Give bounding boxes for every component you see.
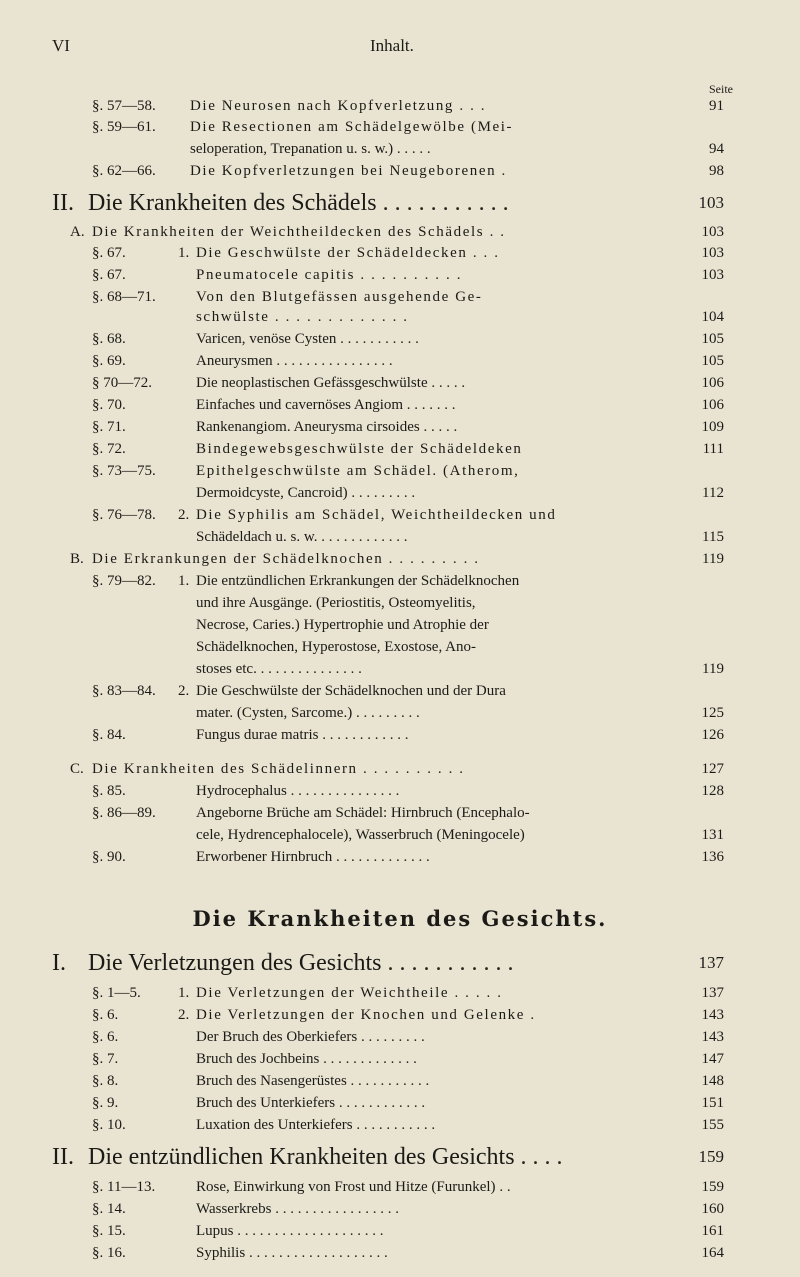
page-number: 106 bbox=[701, 375, 724, 391]
toc-entry bbox=[0, 139, 724, 159]
toc-entry bbox=[0, 825, 724, 845]
section-number: §. 9. bbox=[92, 1095, 119, 1111]
entry-text: Die Syphilis am Schädel, Weichtheildecken und bbox=[196, 507, 557, 523]
seite-label: Seite bbox=[709, 82, 733, 96]
toc-entry bbox=[0, 483, 724, 503]
dot-leader: . . . . . . . . . . . . . . . bbox=[286, 783, 400, 799]
dot-leader: . . . . . . . . . . . . bbox=[318, 727, 409, 743]
section-number: §. 67. bbox=[92, 267, 126, 283]
entry-title bbox=[196, 1199, 399, 1219]
dot-leader: . . . . . . . . . bbox=[357, 1029, 425, 1045]
page-number: 103 bbox=[701, 267, 724, 283]
page-number: 94 bbox=[709, 141, 724, 157]
page-number: 103 bbox=[701, 224, 724, 240]
page-number: 128 bbox=[701, 783, 724, 799]
entry-title bbox=[196, 803, 530, 823]
entry-text: Bindegewebsgeschwülste der Schädeldeken bbox=[196, 441, 523, 457]
toc-entry bbox=[0, 637, 724, 657]
entry-text: Epithelgeschwülste am Schädel. (Atherom, bbox=[196, 463, 520, 479]
entry-title bbox=[190, 96, 486, 116]
entry-number: 2. bbox=[178, 507, 190, 523]
dot-leader: . . . . . . . . . . . . . . . . . . . bbox=[245, 1245, 388, 1261]
toc-entry bbox=[0, 117, 724, 137]
entry-text: schwülste bbox=[196, 309, 270, 325]
part-title: Die Krankheiten des Gesichts. bbox=[192, 906, 608, 931]
entry-text: Lupus bbox=[196, 1223, 234, 1239]
section-number: §. 8. bbox=[92, 1073, 119, 1089]
entry-number: 1. bbox=[178, 985, 190, 1001]
section-number: §. 68—71. bbox=[92, 289, 156, 305]
page-number: 119 bbox=[702, 551, 724, 567]
page-number-roman: VI bbox=[52, 36, 70, 55]
toc-entry bbox=[0, 265, 724, 285]
entry-text: Erworbener Hirnbruch bbox=[196, 849, 333, 865]
entry-text: stoses etc. bbox=[196, 661, 257, 677]
page-number: 143 bbox=[701, 1029, 724, 1045]
heading-number: II. bbox=[52, 190, 74, 216]
toc-heading bbox=[0, 1142, 724, 1172]
toc-heading bbox=[0, 759, 724, 779]
toc-entry bbox=[0, 781, 724, 801]
toc-entry bbox=[0, 1071, 724, 1091]
toc-entry bbox=[0, 1093, 724, 1113]
toc-entry bbox=[0, 983, 724, 1003]
entry-title bbox=[196, 351, 393, 371]
dot-leader: . . . . . . . . . . . . . . . . bbox=[272, 353, 393, 369]
entry-text: Varicen, venöse Cysten bbox=[196, 331, 337, 347]
toc-entry bbox=[0, 96, 724, 116]
entry-text: Aneurysmen bbox=[196, 353, 273, 369]
entry-title bbox=[196, 461, 520, 481]
entry-title bbox=[196, 1221, 384, 1241]
toc-entry bbox=[0, 703, 724, 723]
page-number: 98 bbox=[709, 163, 724, 179]
dot-leader: . bbox=[496, 163, 507, 179]
toc-entry bbox=[0, 615, 724, 635]
entry-text: und ihre Ausgänge. (Periostitis, Osteomyelitis, bbox=[196, 595, 476, 611]
entry-text: Die entzündlichen Erkrankungen der Schädelknochen bbox=[196, 573, 520, 589]
entry-title bbox=[196, 615, 489, 635]
entry-title bbox=[196, 681, 506, 701]
toc-entry bbox=[0, 593, 724, 613]
entry-number: 2. bbox=[178, 683, 190, 699]
entry-text: Die Neurosen nach Kopfverletzung bbox=[190, 98, 455, 114]
entry-title bbox=[196, 1177, 511, 1197]
toc-entry bbox=[0, 351, 724, 371]
entry-text: Bruch des Unterkiefers bbox=[196, 1095, 336, 1111]
toc-entry bbox=[0, 659, 724, 679]
page-number: 103 bbox=[698, 193, 724, 212]
toc-entry bbox=[0, 847, 724, 867]
entry-text: Schädeldach u. s. w. bbox=[196, 529, 318, 545]
page-number: 164 bbox=[701, 1245, 724, 1261]
entry-text: Syphilis bbox=[196, 1245, 246, 1261]
heading-number: II. bbox=[52, 1144, 74, 1170]
section-number: §. 85. bbox=[92, 783, 126, 799]
entry-text: Die Verletzungen der Weichtheile bbox=[196, 985, 450, 1001]
entry-text: Die Geschwülste der Schädelknochen und der Dura bbox=[196, 683, 506, 699]
page-number: 91 bbox=[709, 98, 724, 114]
dot-leader: . . . . . . . . . . . . . bbox=[319, 1051, 417, 1067]
toc-entry bbox=[0, 307, 724, 327]
running-title: Inhalt. bbox=[370, 36, 414, 55]
entry-title bbox=[196, 243, 500, 263]
entry-text: Dermoidcyste, Cancroid) bbox=[196, 485, 348, 501]
entry-text: Die Resectionen am Schädelgewölbe (Mei- bbox=[190, 119, 514, 135]
page-number: 151 bbox=[701, 1095, 724, 1111]
page-number: 104 bbox=[701, 309, 724, 325]
entry-title bbox=[196, 1049, 417, 1069]
toc-heading bbox=[0, 549, 724, 569]
heading-number: I. bbox=[52, 950, 66, 976]
section-number: §. 79—82. bbox=[92, 573, 156, 589]
entry-text: Bruch des Jochbeins bbox=[196, 1051, 320, 1067]
entry-title bbox=[190, 117, 513, 137]
entry-title bbox=[196, 725, 408, 745]
page-number: 159 bbox=[698, 1147, 724, 1166]
page-number: 160 bbox=[701, 1201, 724, 1217]
entry-title bbox=[196, 1005, 536, 1025]
heading-title bbox=[88, 948, 513, 978]
heading-title bbox=[92, 549, 480, 569]
section-number: §. 73—75. bbox=[92, 463, 156, 479]
toc-entry bbox=[0, 1199, 724, 1219]
dot-leader: . . . bbox=[454, 98, 487, 114]
toc-entry bbox=[0, 329, 724, 349]
entry-title bbox=[196, 265, 462, 285]
section-number: §. 90. bbox=[92, 849, 126, 865]
entry-text: Die neoplastischen Gefässgeschwülste bbox=[196, 375, 428, 391]
section-number: §. 68. bbox=[92, 331, 126, 347]
dot-leader: . . . . . bbox=[427, 375, 466, 391]
page-number: 131 bbox=[701, 827, 724, 843]
section-number: §. 59—61. bbox=[92, 119, 156, 135]
entry-title bbox=[196, 395, 456, 415]
entry-title bbox=[196, 505, 556, 525]
toc-heading bbox=[0, 948, 724, 978]
section-number: §. 83—84. bbox=[92, 683, 156, 699]
section-number: §. 57—58. bbox=[92, 98, 156, 114]
heading-title bbox=[88, 188, 509, 218]
dot-leader: . . . . . . . . . . . bbox=[336, 331, 419, 347]
toc-entry bbox=[0, 439, 724, 459]
entry-title bbox=[196, 1115, 435, 1135]
entry-text: Hydrocephalus bbox=[196, 783, 287, 799]
dot-leader: . . . . . . . . . bbox=[347, 485, 416, 501]
page-number: 106 bbox=[701, 397, 724, 413]
entry-title bbox=[190, 139, 431, 159]
entry-text: Die Geschwülste der Schädeldecken bbox=[196, 245, 468, 261]
toc-entry bbox=[0, 505, 724, 525]
page-number: 148 bbox=[701, 1073, 724, 1089]
entry-text: Bruch des Nasengerüstes bbox=[196, 1073, 347, 1089]
section-number: §. 11—13. bbox=[92, 1179, 156, 1195]
page-number: 161 bbox=[701, 1223, 724, 1239]
toc-entry bbox=[0, 527, 724, 547]
toc-entry bbox=[0, 1049, 724, 1069]
page-number: 143 bbox=[701, 1007, 724, 1023]
heading-title bbox=[92, 222, 506, 242]
heading-text: Die Verletzungen des Gesichts bbox=[88, 950, 382, 976]
entry-title bbox=[196, 307, 409, 327]
entry-title bbox=[196, 329, 419, 349]
dot-leader: . . . . . . . . . . . . bbox=[335, 1095, 426, 1111]
entry-text: Die Verletzungen der Knochen und Gelenke bbox=[196, 1007, 526, 1023]
toc-entry bbox=[0, 1027, 724, 1047]
toc-entry bbox=[0, 161, 724, 181]
toc-entry bbox=[0, 461, 724, 481]
dot-leader: . . . . . bbox=[419, 419, 458, 435]
dot-leader: . . . . . . . . . . . . . bbox=[332, 849, 430, 865]
dot-leader: . . . . . . . . . . . bbox=[346, 1073, 430, 1089]
entry-number: 1. bbox=[178, 245, 190, 261]
dot-leader: . . . . bbox=[514, 1144, 563, 1170]
heading-number: B. bbox=[70, 551, 84, 567]
dot-leader: . . . . . . . . . . . . bbox=[317, 529, 408, 545]
heading-text: Die Erkrankungen der Schädelknochen bbox=[92, 551, 384, 567]
page-number: 112 bbox=[702, 485, 724, 501]
section-number: §. 6. bbox=[92, 1029, 119, 1045]
section-number: §. 71. bbox=[92, 419, 126, 435]
dot-leader: . . . . . . . . . bbox=[352, 705, 420, 721]
entry-text: Fungus durae matris bbox=[196, 727, 319, 743]
dot-leader: . . . . . bbox=[449, 985, 503, 1001]
entry-text: Der Bruch des Oberkiefers bbox=[196, 1029, 358, 1045]
entry-text: mater. (Cysten, Sarcome.) bbox=[196, 705, 353, 721]
entry-title bbox=[196, 1027, 425, 1047]
page-number: 119 bbox=[702, 661, 724, 677]
toc-entry bbox=[0, 373, 724, 393]
toc-entry bbox=[0, 803, 724, 823]
heading-text: Die Krankheiten des Schädelinnern bbox=[92, 761, 358, 777]
entry-text: Wasserkrebs bbox=[196, 1201, 272, 1217]
entry-text: Rankenangiom. Aneurysma cirsoides bbox=[196, 419, 420, 435]
section-number: §. 67. bbox=[92, 245, 126, 261]
page-number: 103 bbox=[701, 245, 724, 261]
dot-leader: . . . bbox=[467, 245, 500, 261]
toc-entry bbox=[0, 395, 724, 415]
toc-entry bbox=[0, 1243, 724, 1263]
section-number: §. 16. bbox=[92, 1245, 126, 1261]
section-number: §. 86—89. bbox=[92, 805, 156, 821]
heading-text: Die Krankheiten der Weichtheildecken des Schädels bbox=[92, 224, 485, 240]
section-number: §. 62—66. bbox=[92, 163, 156, 179]
dot-leader: . . . . . . . . . . . bbox=[381, 950, 514, 976]
dot-leader: . . . . . bbox=[393, 141, 431, 157]
heading-text: Die entzündlichen Krankheiten des Gesichts bbox=[88, 1144, 515, 1170]
heading-number: C. bbox=[70, 761, 84, 777]
entry-text: Necrose, Caries.) Hypertrophie und Atrophie der bbox=[196, 617, 489, 633]
page-number: 105 bbox=[701, 331, 724, 347]
page-number: 109 bbox=[701, 419, 724, 435]
entry-text: Einfaches und cavernöses Angiom bbox=[196, 397, 404, 413]
section-number: § 70—72. bbox=[92, 375, 152, 391]
toc-entry bbox=[0, 725, 724, 745]
entry-text: Von den Blutgefässen ausgehende Ge- bbox=[196, 289, 483, 305]
heading-text: Die Krankheiten des Schädels bbox=[88, 190, 377, 216]
toc-heading bbox=[0, 222, 724, 242]
dot-leader: . . . . . . . . . . bbox=[355, 267, 463, 283]
section-number: §. 84. bbox=[92, 727, 126, 743]
page-number: 136 bbox=[701, 849, 724, 865]
page-number: 127 bbox=[701, 761, 724, 777]
entry-title bbox=[196, 781, 399, 801]
entry-title bbox=[196, 983, 503, 1003]
entry-title bbox=[196, 483, 415, 503]
heading-title bbox=[92, 759, 465, 779]
toc-heading bbox=[0, 188, 724, 218]
dot-leader: . . bbox=[484, 224, 506, 240]
heading-title bbox=[88, 1142, 563, 1172]
section-number: §. 15. bbox=[92, 1223, 126, 1239]
entry-title bbox=[196, 1071, 429, 1091]
dot-leader: . . . . . . . . . . . bbox=[352, 1117, 436, 1133]
section-number: §. 1—5. bbox=[92, 985, 141, 1001]
dot-leader: . . . . . . . . . . bbox=[357, 761, 465, 777]
entry-title bbox=[196, 527, 408, 547]
entry-text: Angeborne Brüche am Schädel: Hirnbruch (Encephalo- bbox=[196, 805, 530, 821]
entry-number: 1. bbox=[178, 573, 190, 589]
entry-text: Pneumatocele capitis bbox=[196, 267, 356, 283]
toc-entry bbox=[0, 1005, 724, 1025]
entry-title bbox=[196, 287, 483, 307]
entry-text: Luxation des Unterkiefers bbox=[196, 1117, 353, 1133]
entry-title bbox=[196, 571, 519, 591]
entry-title bbox=[196, 373, 465, 393]
page-number: 111 bbox=[702, 441, 724, 457]
dot-leader: . . . . . . . . . . . . . bbox=[269, 309, 409, 325]
toc-entry bbox=[0, 571, 724, 591]
dot-leader: . . . . . . . . . . . . . . . . . bbox=[271, 1201, 399, 1217]
section-number: §. 7. bbox=[92, 1051, 119, 1067]
entry-title bbox=[196, 417, 457, 437]
entry-title bbox=[196, 593, 476, 613]
section-number: §. 70. bbox=[92, 397, 126, 413]
toc-entry bbox=[0, 287, 724, 307]
entry-text: Schädelknochen, Hyperostose, Exostose, Ano- bbox=[196, 639, 476, 655]
toc-entry bbox=[0, 681, 724, 701]
entry-title bbox=[190, 161, 507, 181]
dot-leader: . . . . . . . . . . . . . . bbox=[256, 661, 362, 677]
page-number: 147 bbox=[701, 1051, 724, 1067]
dot-leader: . . . . . . . . . . . . . . . . . . . . bbox=[233, 1223, 384, 1239]
heading-number: A. bbox=[70, 224, 85, 240]
dot-leader: . bbox=[525, 1007, 536, 1023]
toc-entry bbox=[0, 1115, 724, 1135]
section-number: §. 69. bbox=[92, 353, 126, 369]
page-number: 159 bbox=[701, 1179, 724, 1195]
section-number: §. 10. bbox=[92, 1117, 126, 1133]
entry-title bbox=[196, 1243, 388, 1263]
page-number: 137 bbox=[698, 953, 724, 972]
toc-entry bbox=[0, 1221, 724, 1241]
entry-text: seloperation, Trepanation u. s. w.) bbox=[190, 141, 394, 157]
entry-text: Die Kopfverletzungen bei Neugeborenen bbox=[190, 163, 497, 179]
section-number: §. 76—78. bbox=[92, 507, 156, 523]
toc-entry bbox=[0, 1177, 724, 1197]
entry-title bbox=[196, 825, 525, 845]
page-number: 137 bbox=[701, 985, 724, 1001]
entry-number: 2. bbox=[178, 1007, 190, 1023]
page-number: 155 bbox=[701, 1117, 724, 1133]
entry-title bbox=[196, 439, 522, 459]
dot-leader: . . . . . . . bbox=[403, 397, 456, 413]
dot-leader: . . bbox=[495, 1179, 511, 1195]
page-number: 125 bbox=[701, 705, 724, 721]
entry-title bbox=[196, 847, 430, 867]
entry-title bbox=[196, 1093, 425, 1113]
section-number: §. 72. bbox=[92, 441, 126, 457]
toc-entry bbox=[0, 417, 724, 437]
page-number: 105 bbox=[701, 353, 724, 369]
page-number: 115 bbox=[702, 529, 724, 545]
page-number: 126 bbox=[701, 727, 724, 743]
entry-text: cele, Hydrencephalocele), Wasserbruch (Meningocele) bbox=[196, 827, 525, 843]
toc-entry bbox=[0, 243, 724, 263]
dot-leader: . . . . . . . . . . . bbox=[376, 190, 509, 216]
section-number: §. 14. bbox=[92, 1201, 126, 1217]
entry-text: Rose, Einwirkung von Frost und Hitze (Furunkel) bbox=[196, 1179, 496, 1195]
entry-title bbox=[196, 637, 476, 657]
dot-leader: . . . . . . . . . bbox=[383, 551, 480, 567]
entry-title bbox=[196, 659, 362, 679]
section-number: §. 6. bbox=[92, 1007, 119, 1023]
entry-title bbox=[196, 703, 420, 723]
